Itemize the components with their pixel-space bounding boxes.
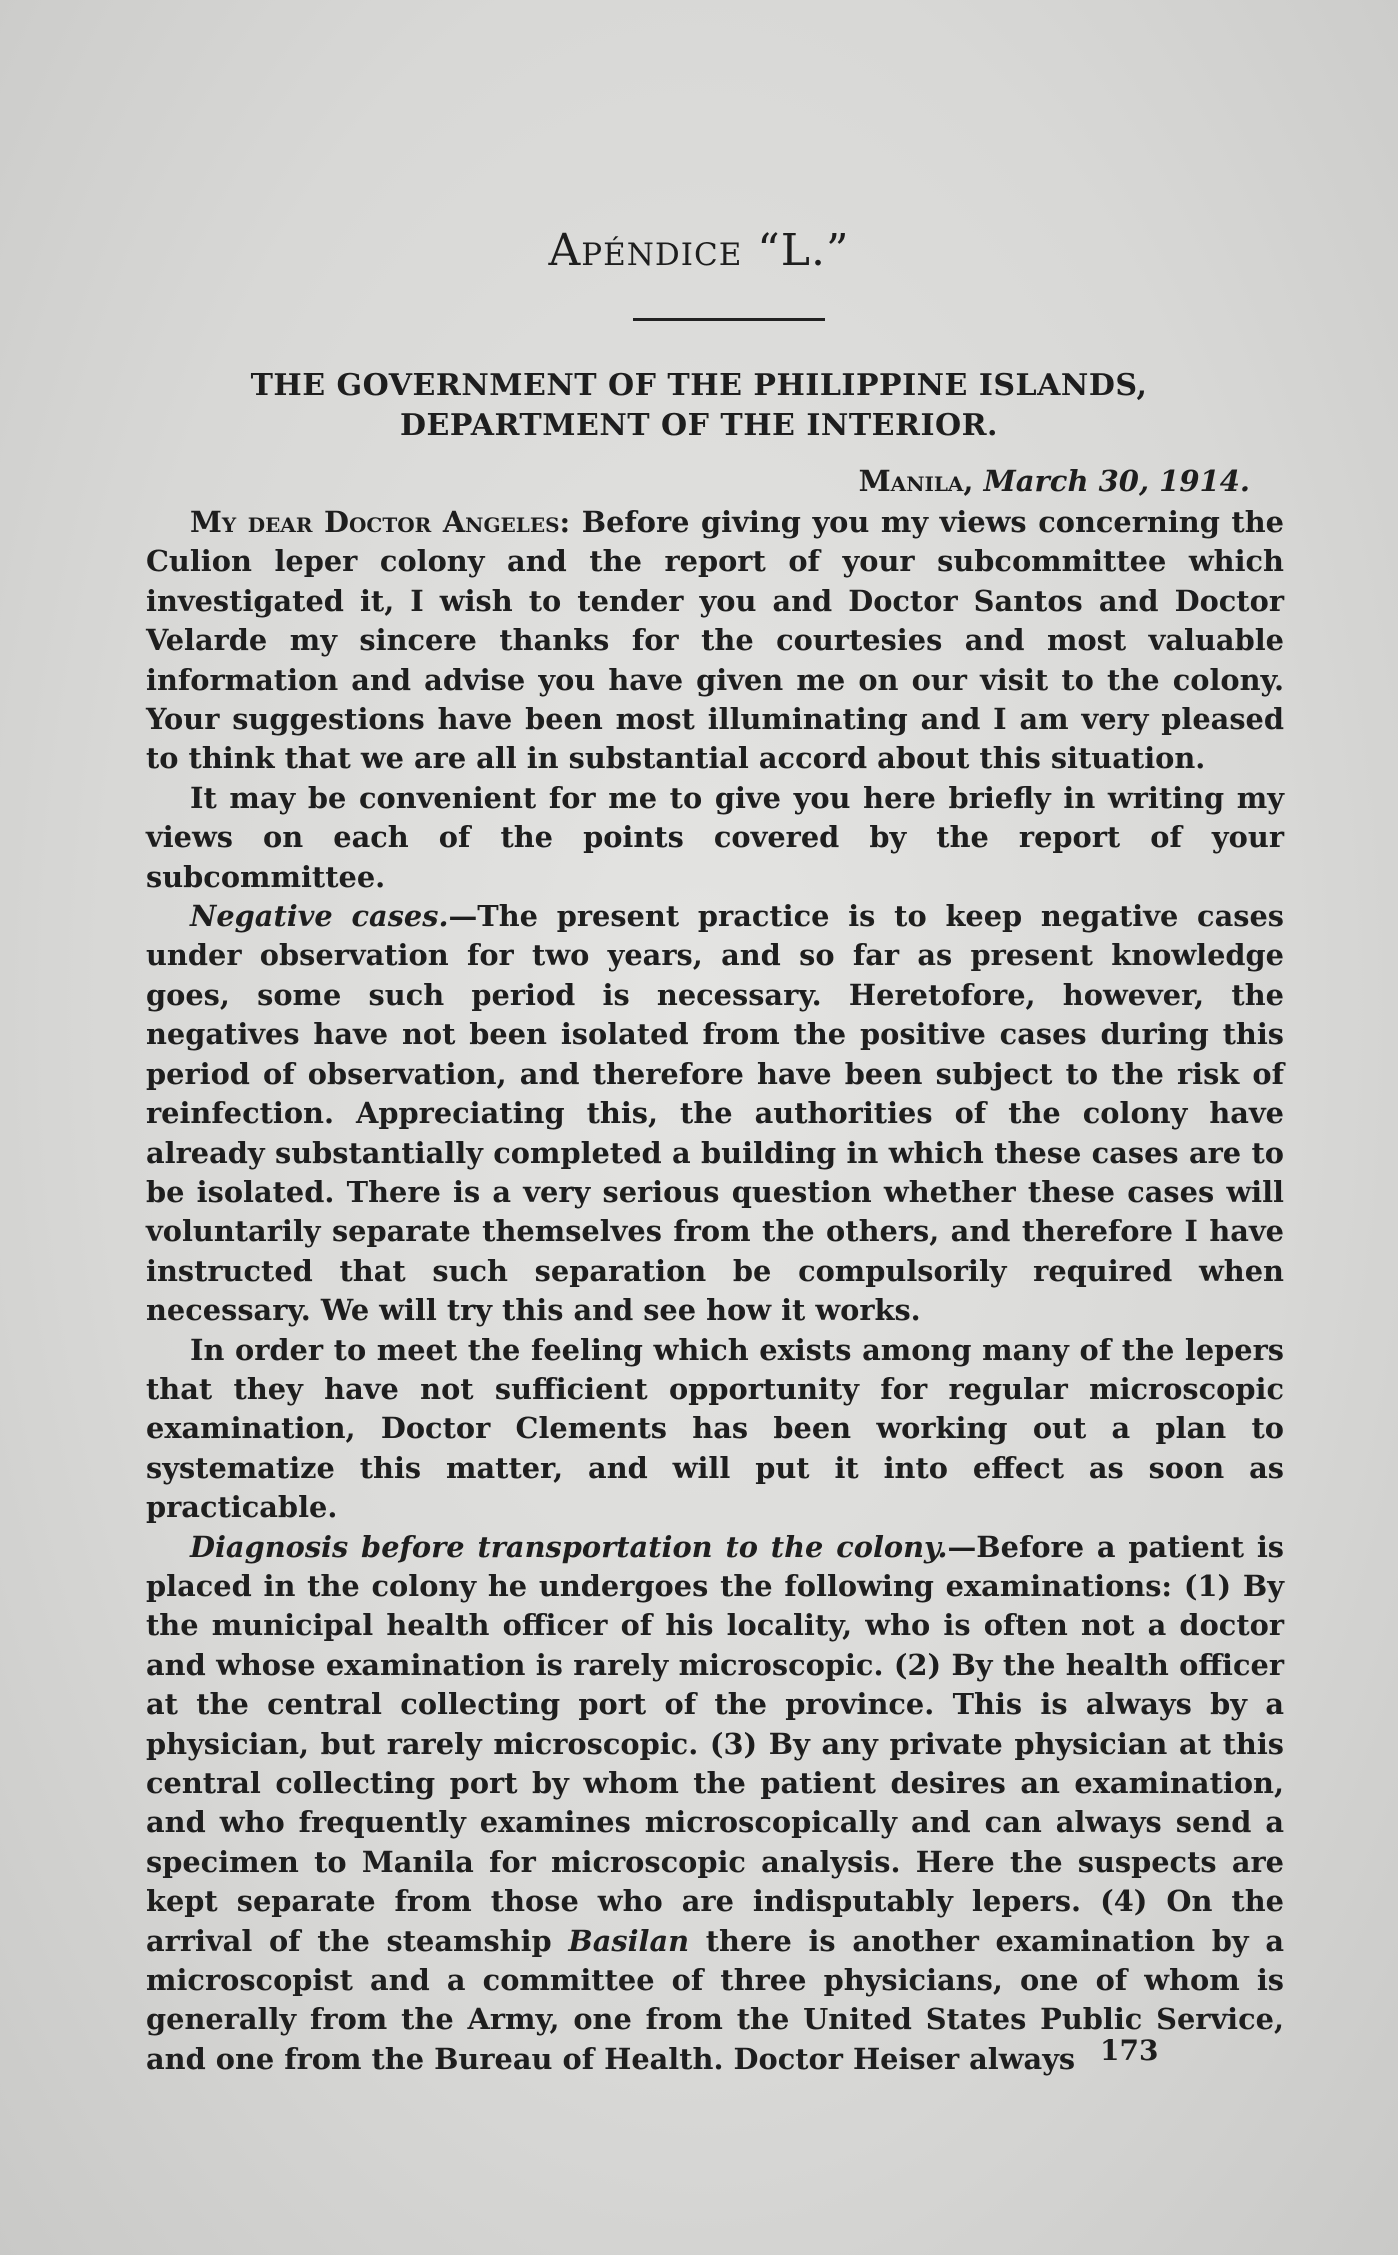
paragraph-5 [146, 1528, 1284, 2080]
title-divider [633, 318, 825, 321]
ship-name: Basilan [568, 1923, 690, 1958]
heading-line-2: DEPARTMENT OF THE INTERIOR. [399, 408, 998, 443]
salutation: My dear Doctor Angeles: [190, 505, 571, 539]
paragraph-2: It may be convenient for me to give you here briefly in writing my views on each of the points covered by the report of your subcommittee. [146, 780, 1284, 894]
paragraph-4: In order to meet the feeling which exists among many of the lepers that they have not sufficient opportunity for regular microscopic examination, Doctor Clements has been working out a plan to systematize this matter, and will put it into effect as soon as practicable. [146, 1332, 1284, 1525]
paragraph-1-text: Before giving you my views concerning the Culion leper colony and the report of your subcommittee which investigated it, I wish to tender you and Doctor Santos and Doctor Velarde my sincere thanks for the courtesies and most valuable information and advise you have given me on our visit to the colony. Your suggestions have been most illuminating and I am very pleased to think that we are all in substantial accord about this situation. [146, 505, 1284, 776]
letter-body [146, 503, 1284, 2079]
paragraph-3 [146, 897, 1284, 1330]
paragraph-5-text-a: —Before a patient is placed in the colony he undergoes the following examinations: (1) By the municipal health officer of his locality, who is often not a doctor and whose examination is rarely microscopic. (2) By the health officer at the central collecting port of the province. This is always by a physician, but rarely microscopic. (3) By any private physician at this central collecting port by whom the patient desires an examination, and who frequently examines microscopically and can always send a specimen to Manila for microscopic analysis. Here the suspects are kept separate from those who are indisputably lepers. (4) On the arrival of the steamship [146, 1529, 1284, 1958]
letter-heading [0, 366, 1398, 446]
dateline-city: Manila, [858, 464, 974, 498]
paragraph-3-text: —The present practice is to keep negative cases under observation for two years, and so far as present knowledge goes, some such period is necessary. Heretofore, however, the negatives have not been isolated from the positive cases during this period of observation, and therefore have been subject to the risk of reinfection. Appreciating this, the authorities of the colony have already substantially completed a building in which these cases are to be isolated. There is a very serious question whether these cases will voluntarily separate themselves from the others, and therefore I have instructed that such separation be compulsorily required when necessary. We will try this and see how it works. [146, 899, 1284, 1328]
section-heading-diagnosis: Diagnosis before transportation to the colony. [190, 1529, 948, 1564]
dateline-date: March 30, 1914. [983, 464, 1250, 498]
paragraph-5-text-b: there is another examination by a microscopist and a committee of three physicians, one of whom is generally from the Army, one from the United States Public Service, and one from the Bureau of Health. Doctor Heiser always [146, 1923, 1284, 2076]
paragraph-1 [146, 503, 1284, 779]
appendix-title: Apéndice “L.” [548, 225, 850, 276]
section-heading-negative-cases: Negative cases. [190, 899, 449, 934]
heading-line-1: THE GOVERNMENT OF THE PHILIPPINE ISLANDS, [250, 368, 1148, 403]
dateline [859, 464, 1250, 498]
page-number: 173 [1100, 2034, 1159, 2067]
